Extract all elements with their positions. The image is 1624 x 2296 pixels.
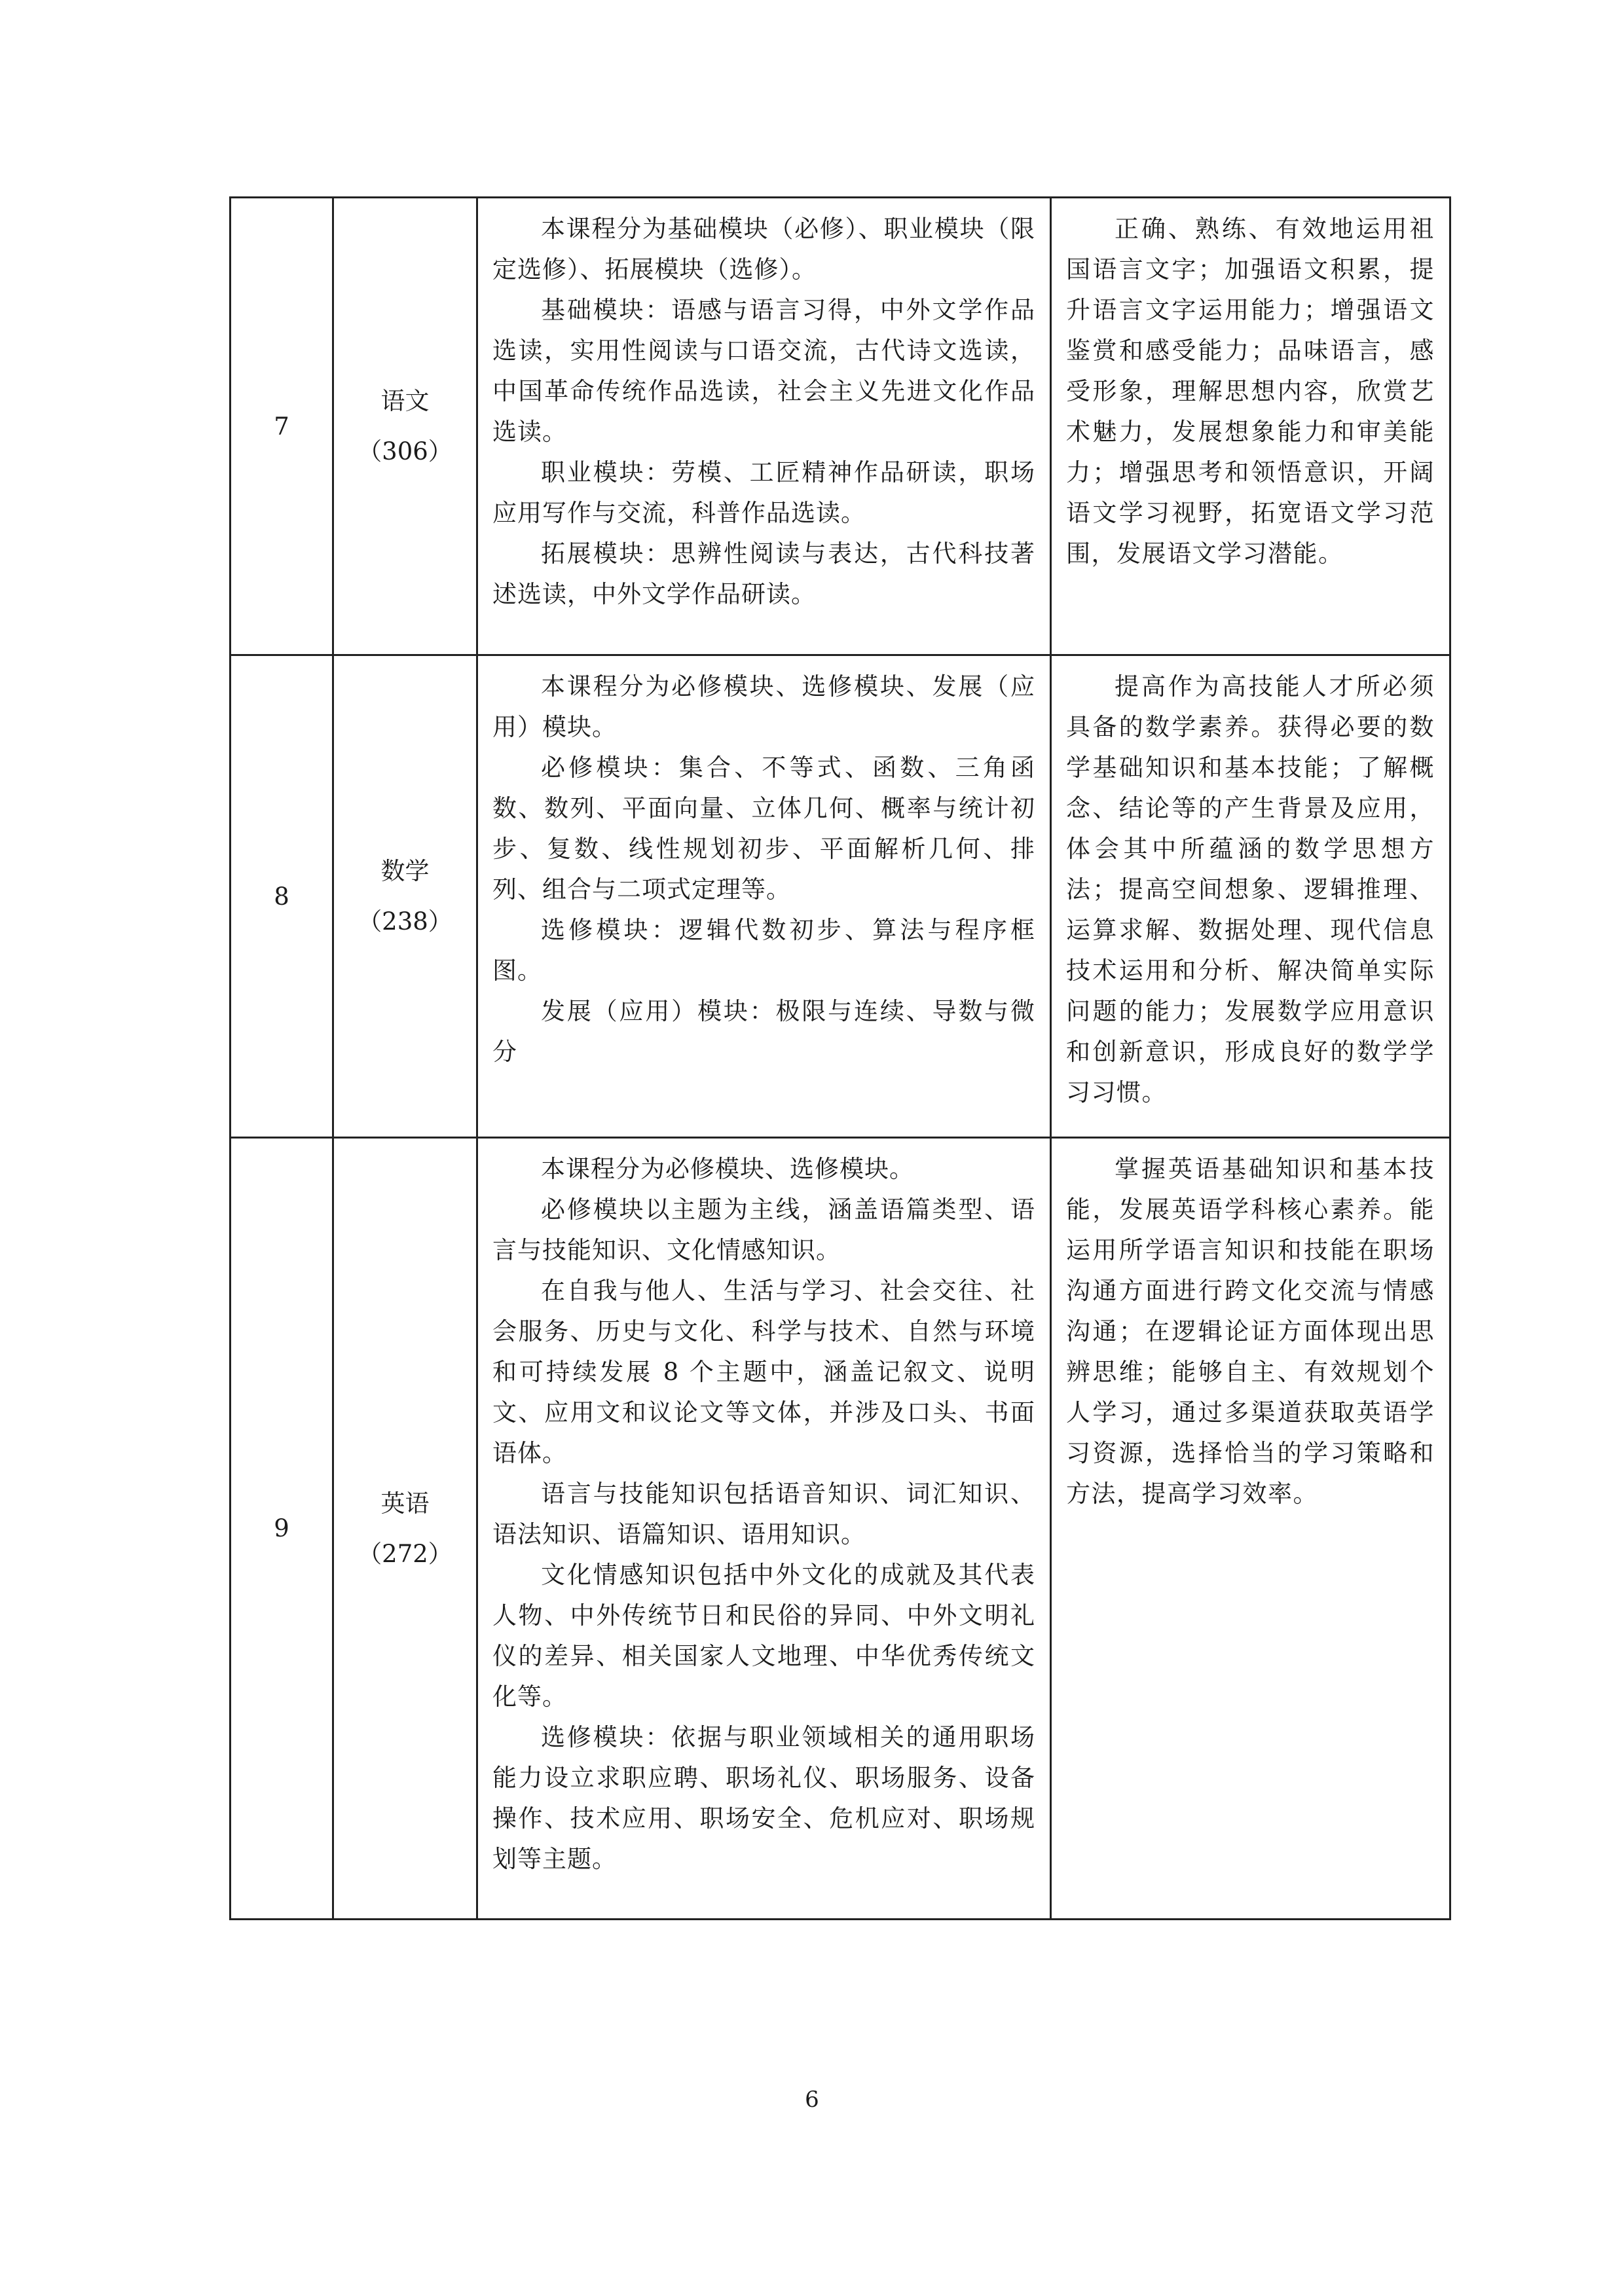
course-table: [229, 196, 1451, 1920]
course-row: [231, 1138, 1450, 1920]
course-goal: [1051, 655, 1450, 1138]
course-row: [231, 198, 1450, 655]
course-number: 8: [231, 655, 333, 1138]
content-paragraph: 职业模块：劳模、工匠精神作品研读，职场应用写作与交流，科普作品选读。: [492, 458, 1035, 527]
content-paragraph: 发展（应用）模块：极限与连续、导数与微分: [492, 997, 1035, 1066]
course-hours: （238）: [358, 907, 452, 936]
course-name-cell: [333, 655, 477, 1138]
course-row: [231, 655, 1450, 1138]
content-paragraph: 语言与技能知识包括语音知识、词汇知识、语法知识、语篇知识、语用知识。: [492, 1480, 1035, 1548]
course-rows: [231, 198, 1450, 1920]
content-paragraph: 必修模块：集合、不等式、函数、三角函数、数列、平面向量、立体几何、概率与统计初步、复数、线性规划初步、平面解析几何、排列、组合与二项式定理等。: [492, 754, 1035, 903]
content-paragraph: 在自我与他人、生活与学习、社会交往、社会服务、历史与文化、科学与技术、自然与环境和可持续发展 8 个主题中，涵盖记叙文、说明文、应用文和议论文等文体，并涉及口头、书面语体。: [492, 1277, 1035, 1467]
content-paragraph: 本课程分为必修模块、选修模块、发展（应用）模块。: [492, 672, 1035, 741]
content-paragraph: 拓展模块：思辨性阅读与表达，古代科技著述选读，中外文学作品研读。: [492, 539, 1035, 608]
content-paragraph: 基础模块：语感与语言习得，中外文学作品选读，实用性阅读与口语交流，古代诗文选读，中国革命传统作品选读，社会主义先进文化作品选读。: [492, 296, 1035, 446]
course-number: 7: [231, 198, 333, 655]
course-number: 9: [231, 1138, 333, 1920]
course-name-cell: [333, 198, 477, 655]
course-goal: [1051, 1138, 1450, 1920]
content-paragraph: 必修模块以主题为主线，涵盖语篇类型、语言与技能知识、文化情感知识。: [492, 1195, 1035, 1264]
content-paragraph: 文化情感知识包括中外文化的成就及其代表人物、中外传统节日和民俗的异同、中外文明礼仪的差异、相关国家人文地理、中华优秀传统文化等。: [492, 1561, 1035, 1711]
content-paragraph: 本课程分为必修模块、选修模块。: [541, 1155, 914, 1183]
course-hours: （272）: [358, 1539, 452, 1568]
course-goal: [1051, 198, 1450, 655]
course-content: [477, 198, 1051, 655]
goal-paragraph: 掌握英语基础知识和基本技能，发展英语学科核心素养。能运用所学语言知识和技能在职场沟通方面进行跨文化交流与情感沟通；在逻辑论证方面体现出思辨思维；能够自主、有效规划个人学习，通过多渠道获取英语学习资源，选择恰当的学习策略和方法，提高学习效率。: [1066, 1155, 1435, 1508]
page-number: 6: [805, 2086, 819, 2113]
content-paragraph: 选修模块：依据与职业领域相关的通用职场能力设立求职应聘、职场礼仪、职场服务、设备操作、技术应用、职场安全、危机应对、职场规划等主题。: [492, 1723, 1035, 1873]
course-content: [477, 655, 1051, 1138]
course-name-cell: [333, 1138, 477, 1920]
goal-paragraph: 提高作为高技能人才所必须具备的数学素养。获得必要的数学基础知识和基本技能；了解概念、结论等的产生背景及应用，体会其中所蕴涵的数学思想方法；提高空间想象、逻辑推理、运算求解、数据处理、现代信息技术运用和分析、解决简单实际问题的能力；发展数学应用意识和创新意识，形成良好的数学学习习惯。: [1066, 672, 1435, 1106]
course-name: 数学: [380, 857, 430, 885]
course-content: [477, 1138, 1051, 1920]
content-paragraph: 选修模块：逻辑代数初步、算法与程序框图。: [492, 916, 1035, 985]
course-name: 语文: [380, 387, 430, 415]
course-hours: （306）: [358, 437, 452, 465]
course-name: 英语: [380, 1489, 430, 1518]
goal-paragraph: 正确、熟练、有效地运用祖国语言文字；加强语文积累，提升语言文字运用能力；增强语文鉴赏和感受能力；品味语言，感受形象，理解思想内容，欣赏艺术魅力，发展想象能力和审美能力；增强思考和领悟意识，开阔语文学习视野，拓宽语文学习范围，发展语文学习潜能。: [1066, 215, 1435, 568]
content-paragraph: 本课程分为基础模块（必修）、职业模块（限定选修）、拓展模块（选修）。: [492, 215, 1035, 283]
